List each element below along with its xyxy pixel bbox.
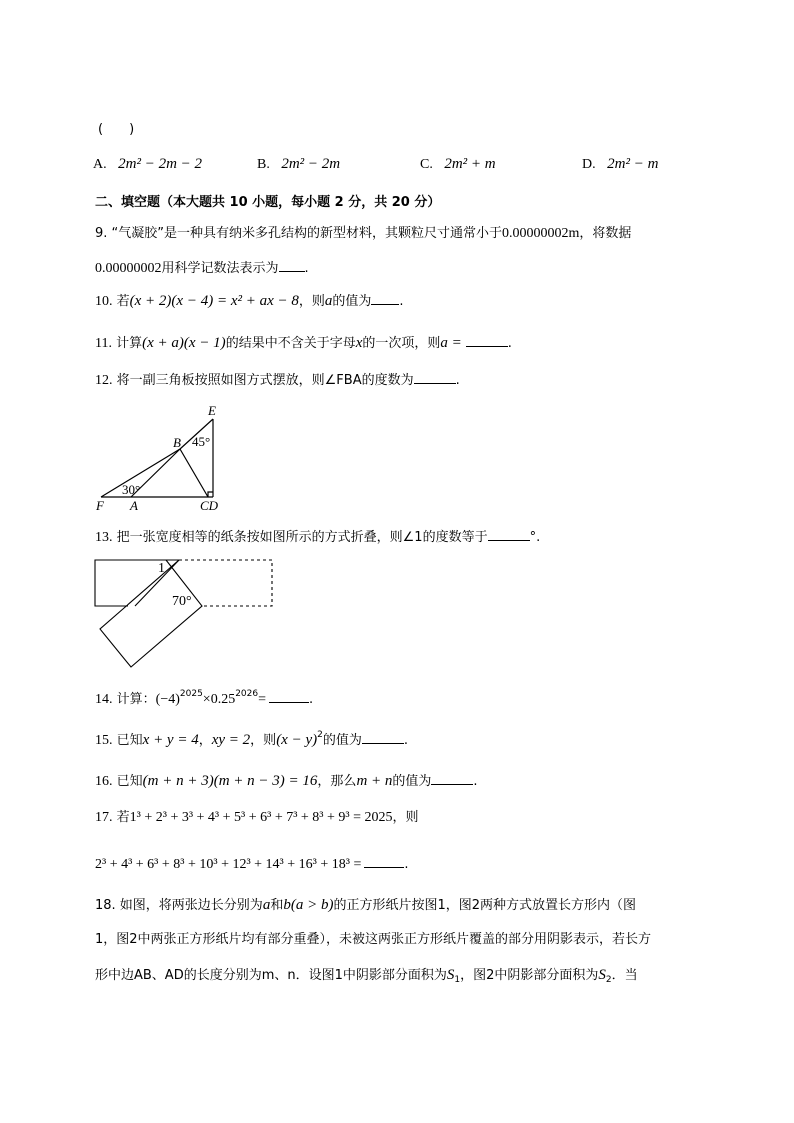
q18-s1-sub: 1	[454, 975, 461, 985]
q10-var: a	[324, 293, 333, 309]
option-c	[420, 156, 496, 173]
figure-13-folded-strip	[90, 552, 280, 672]
folded-part	[100, 560, 202, 667]
question-number: 11.	[95, 336, 112, 351]
q18-s1: S	[446, 967, 455, 983]
question-9-line-2	[95, 257, 309, 279]
q15-pre: 已知	[116, 733, 143, 748]
question-number: 14.	[95, 692, 113, 707]
q16-post: 的值为	[392, 774, 432, 789]
answer-blank[interactable]	[414, 369, 456, 384]
q17-sum-1: 1³ + 2³ + 3³ + 4³ + 5³ + 6³ + 7³ + 8³ + 9³ = 2025	[129, 810, 393, 825]
answer-blank[interactable]	[371, 290, 399, 305]
label-f: F	[96, 498, 104, 513]
q9-number-2: 0.00000002	[95, 261, 162, 276]
q18-text-line3-a: 形中边AB、AD的长度分别为m、n．设图1中阴影部分面积为	[95, 968, 447, 983]
question-number: 12.	[95, 373, 113, 388]
q11-mid: 的结果中不含关于字母	[225, 336, 356, 351]
option-label: B.	[257, 157, 270, 172]
period: .	[304, 261, 309, 276]
answer-blank[interactable]	[279, 257, 305, 272]
q10-post: 的值为	[332, 294, 372, 309]
q11-var: x	[355, 335, 363, 351]
q9-text-2: 用科学记数法表示为	[161, 261, 279, 276]
q9-text: 9. “气凝胶”是一种具有纳米多孔结构的新型材料，其颗粒尺寸通常小于	[95, 226, 503, 241]
q18-var-a: a	[262, 897, 271, 913]
figure-12-triangles	[90, 398, 240, 513]
q18-s2: S	[598, 967, 606, 983]
q18-text-line3-c: ．当	[611, 968, 638, 983]
option-label: C.	[420, 157, 433, 172]
q9-number: 0.00000002m	[502, 226, 580, 241]
period: .	[473, 774, 478, 789]
q14-base: (−4)	[155, 692, 180, 707]
question-number: 10.	[95, 294, 113, 309]
q16-expr: (m + n + 3)(m + n − 3) = 16	[142, 773, 318, 789]
period: .	[399, 294, 404, 309]
q11-eq: a =	[440, 335, 462, 351]
degree-period: °.	[529, 530, 541, 545]
q10-pre: 若	[116, 294, 130, 309]
q15-expr1: x + y = 4	[142, 732, 199, 748]
q14-exp2: 2026	[235, 689, 259, 699]
question-17-line-1	[95, 808, 419, 828]
strip-solid	[95, 560, 179, 606]
label-b: B	[173, 435, 181, 450]
answer-paren: ( )	[98, 122, 135, 137]
label-30: 30°	[122, 482, 141, 497]
label-1: 1	[158, 561, 165, 576]
answer-blank[interactable]	[431, 770, 473, 785]
question-10	[95, 290, 404, 312]
q11-pre: 计算	[116, 336, 143, 351]
question-16	[95, 770, 478, 792]
q10-expr: (x + 2)(x − 4) = x² + ax − 8	[129, 293, 299, 309]
option-expr: 2m² − m	[607, 156, 659, 172]
q17-pre: 若	[116, 810, 130, 825]
question-number: 15.	[95, 733, 113, 748]
q18-var-b: b	[283, 897, 291, 913]
question-18-line-3	[95, 965, 638, 986]
q17-post: ，则	[392, 810, 419, 825]
q18-text-a: 18. 如图，将两张边长分别为	[95, 898, 263, 913]
q18-text-line2: 1，图2中两张正方形纸片均有部分重叠），未被这两张正方形纸片覆盖的部分用阴影表示，若长方	[95, 932, 652, 947]
question-9-line-1	[95, 224, 631, 244]
period: .	[403, 733, 409, 748]
line-bc	[180, 449, 208, 497]
option-label: A.	[93, 157, 107, 172]
answer-blank[interactable]	[362, 729, 404, 744]
label-70: 70°	[172, 594, 192, 609]
question-18-line-1	[95, 895, 636, 916]
q16-pre: 已知	[116, 774, 143, 789]
option-a	[93, 156, 202, 173]
q15-sep: ，	[198, 733, 212, 748]
question-13	[95, 526, 540, 548]
q15-expr3: (x − y)	[276, 732, 318, 748]
option-label: D.	[582, 157, 596, 172]
label-45: 45°	[192, 434, 211, 449]
q12-text: 将一副三角板按照如图方式摆放，则∠FBA的度数为	[116, 373, 414, 388]
q11-post: 的一次项，则	[362, 336, 441, 351]
period: .	[309, 692, 314, 707]
q15-expr2: xy = 2	[211, 732, 251, 748]
question-number: 13.	[95, 530, 113, 545]
q17-sum-2: 2³ + 4³ + 6³ + 8³ + 10³ + 12³ + 14³ + 16³ + 18³ =	[95, 857, 362, 872]
q15-mid: ，则	[250, 733, 277, 748]
strip-dashed	[179, 560, 272, 606]
option-expr: 2m² + m	[444, 156, 496, 172]
q18-s2-sub: 2	[605, 975, 612, 985]
question-14	[95, 688, 313, 710]
q18-text-line3-b: ，图2中阴影部分面积为	[460, 968, 599, 983]
question-17-line-2	[95, 853, 408, 875]
q13-text: 把一张宽度相等的纸条按如图所示的方式折叠，则∠1的度数等于	[116, 530, 488, 545]
question-12	[95, 369, 460, 391]
q11-expr: (x + a)(x − 1)	[142, 335, 226, 351]
label-e: E	[208, 403, 216, 418]
section-title: 二、填空题（本大题共 10 小题，每小题 2 分，共 20 分）	[95, 195, 441, 210]
q15-exp: 2	[317, 730, 323, 740]
answer-blank[interactable]	[466, 332, 508, 347]
q14-eq: =	[258, 692, 267, 707]
question-18-line-2	[95, 930, 651, 950]
right-angle-mark	[208, 492, 213, 497]
line-fb	[101, 449, 180, 497]
answer-blank[interactable]	[364, 853, 404, 868]
question-15	[95, 729, 408, 751]
q16-expr2: m + n	[356, 773, 393, 789]
q14-mid: ×0.25	[202, 692, 236, 707]
q18-text-b: 和	[270, 898, 284, 913]
q18-condition: (a > b)	[290, 897, 334, 913]
period: .	[404, 857, 409, 872]
question-number: 17.	[95, 810, 113, 825]
option-d	[582, 156, 658, 173]
question-11	[95, 332, 512, 354]
q18-text-c: 的正方形纸片按图1，图2两种方式放置长方形内（图	[333, 898, 636, 913]
option-expr: 2m² − 2m	[281, 156, 341, 172]
option-expr: 2m² − 2m − 2	[118, 156, 203, 172]
label-cd: CD	[200, 498, 219, 513]
q14-exp1: 2025	[179, 689, 203, 699]
period: .	[455, 373, 460, 388]
q15-post: 的值为	[322, 733, 362, 748]
label-a: A	[130, 498, 138, 513]
answer-blank[interactable]	[269, 688, 309, 703]
q14-pre: 计算：	[116, 692, 156, 707]
option-b	[257, 156, 340, 173]
q10-mid: ，则	[298, 294, 325, 309]
question-number: 16.	[95, 774, 113, 789]
q9-text-end: ，将数据	[579, 226, 632, 241]
answer-blank[interactable]	[488, 526, 530, 541]
period: .	[507, 336, 512, 351]
q16-mid: ，那么	[317, 774, 357, 789]
